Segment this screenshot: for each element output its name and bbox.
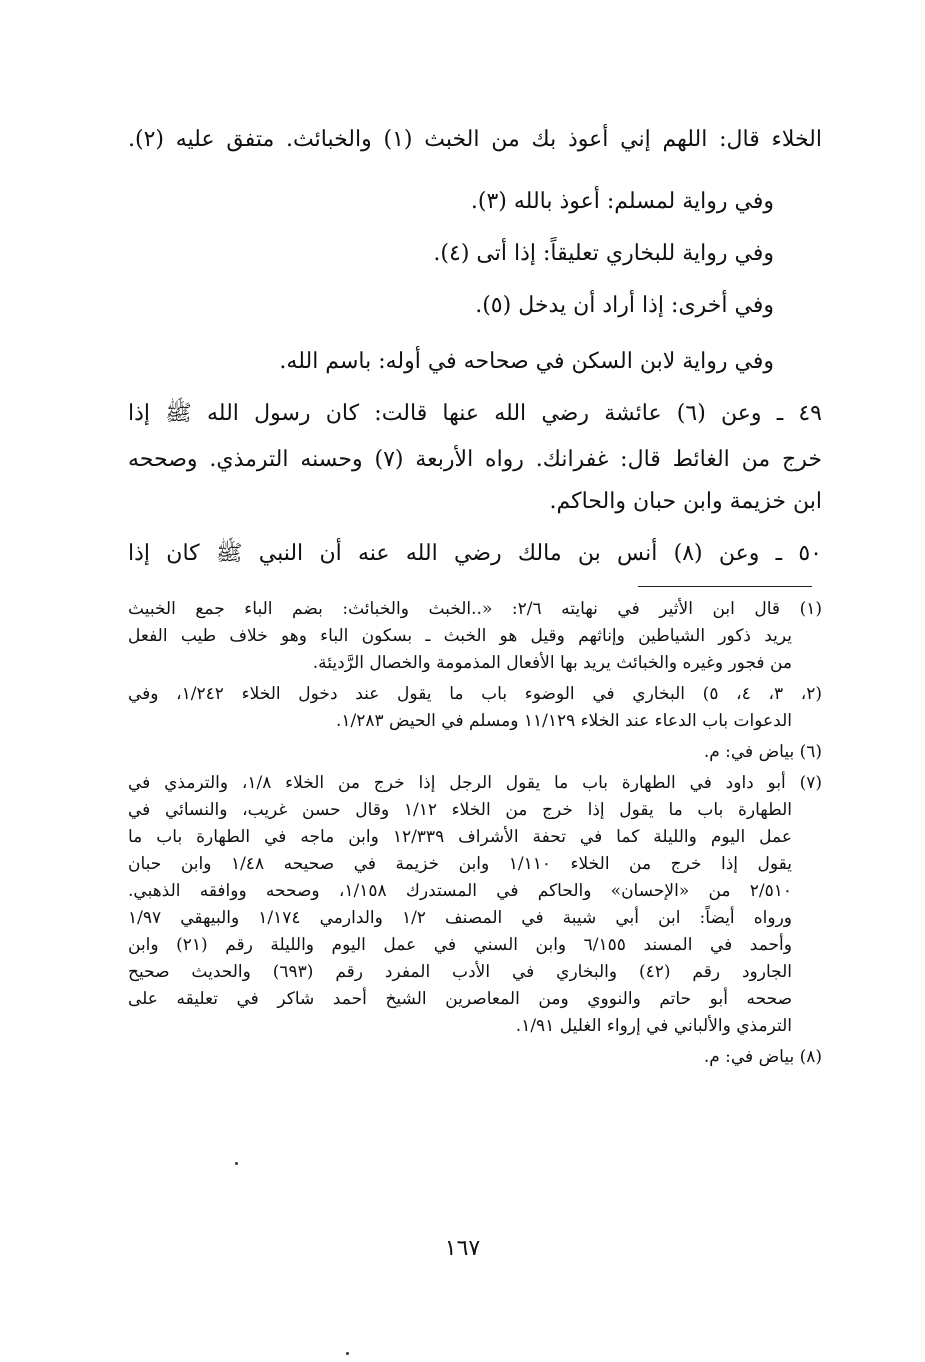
main-text bbox=[128, 112, 822, 572]
hadith-50-line: ٥٠ ـ وعن (٨) أنس بن مالك رضي الله عنه أن النبي ﷺ كان إذا bbox=[128, 541, 822, 566]
footnote-line: الدعوات باب الدعاء عند الخلاء ١١/١٢٩ ومسلم في الحيض ١/٢٨٣. bbox=[335, 711, 792, 731]
text-line: وفي رواية لابن السكن في صحاحه في أوله: باسم الله. bbox=[279, 349, 774, 374]
text-line: وفي رواية لمسلم: أعوذ بالله (٣). bbox=[470, 189, 774, 214]
scan-speck bbox=[235, 1162, 238, 1165]
footnote-6 bbox=[128, 739, 822, 766]
footnotes bbox=[128, 596, 822, 1071]
text-line: وفي رواية للبخاري تعليقاً: إذا أتى (٤). bbox=[433, 241, 774, 266]
footnote-line: (٦) بياض في: م. bbox=[703, 742, 822, 762]
footnote-line: الجارود رقم (٤٢) والبخاري في الأدب المفرد رقم (٦٩٣) والحديث صحيح bbox=[128, 962, 793, 982]
footnote-line: ٢/٥١٠ من «الإحسان» والحاكم في المستدرك ١/١٥٨، وصححه ووافقه الذهبي. bbox=[128, 881, 792, 901]
footnote-line: (١) قال ابن الأثير في نهايته ٢/٦: «..الخبث والخبائث: بضم الباء جمع الخبيث bbox=[128, 599, 822, 619]
footnote-line: يقول إذا خرج من الخلاء ١/١١٠ وابن خزيمة في صحيحه ١/٤٨ وابن حبان bbox=[128, 854, 792, 874]
footnote-line: عمل اليوم والليلة كما في تحفة الأشراف ١٢/٣٣٩ وابن ماجه في الطهارة باب ما bbox=[128, 827, 792, 847]
footnote-7 bbox=[128, 770, 822, 1040]
scan-speck bbox=[346, 1352, 349, 1355]
footnote-line: من فجور وغيره والخبائث يريد بها الأفعال المذمومة والخصال الرَّديئة. bbox=[312, 653, 792, 673]
footnote-line: صححه أبو حاتم والنووي ومن المعاصرين الشيخ أحمد شاكر في تعليقه على bbox=[128, 989, 792, 1009]
page-number: ١٦٧ bbox=[444, 1236, 481, 1261]
footnote-2-5 bbox=[128, 681, 822, 735]
text-line: الخلاء قال: اللهم إني أعوذ بك من الخبث (١) والخبائث. متفق عليه (٢). bbox=[128, 127, 822, 152]
footnote-line: ورواه أيضاً: ابن أبي شيبة في المصنف ١/٢ والدارمي ١/١٧٤ والبيهقي ١/٩٧ bbox=[128, 908, 792, 928]
footnote-8 bbox=[128, 1044, 822, 1071]
footnote-line: الطهارة باب ما يقول إذا خرج من الخلاء ١/١٢ وقال حسن غريب، والنسائي في bbox=[128, 800, 792, 820]
footnote-line: (٨) بياض في: م. bbox=[703, 1047, 822, 1067]
footnote-line: الترمذي والألباني في إرواء الغليل ١/٩١. bbox=[515, 1016, 792, 1036]
footnote-line: (٢، ٣، ٤، ٥) البخاري في الوضوء باب ما يقول عند دخول الخلاء ١/٢٤٢، وفي bbox=[128, 684, 822, 704]
footnote-line: (٧) أبو داود في الطهارة باب ما يقول الرجل إذا خرج من الخلاء ١/٨، والترمذي في bbox=[128, 773, 822, 793]
footnote-separator bbox=[638, 586, 812, 587]
text-line: خرج من الغائط قال: غفرانك. رواه الأربعة (٧) وحسنه الترمذي. وصححه bbox=[128, 447, 822, 472]
text-line: ابن خزيمة وابن حبان والحاكم. bbox=[549, 489, 822, 514]
footnote-line: يريد ذكور الشياطين وإناثهم وقيل هو الخبث ـ بسكون الباء وهو خلاف طيب الفعل bbox=[128, 626, 792, 646]
hadith-49-line: ٤٩ ـ وعن (٦) عائشة رضي الله عنها قالت: كان رسول الله ﷺ إذا bbox=[128, 401, 822, 426]
footnote-1 bbox=[128, 596, 822, 677]
text-line: وفي أخرى: إذا أراد أن يدخل (٥). bbox=[475, 293, 774, 318]
footnote-line: وأحمد في المسند ٦/١٥٥ وابن السني في عمل اليوم والليلة رقم (٢١) وابن bbox=[128, 935, 792, 955]
